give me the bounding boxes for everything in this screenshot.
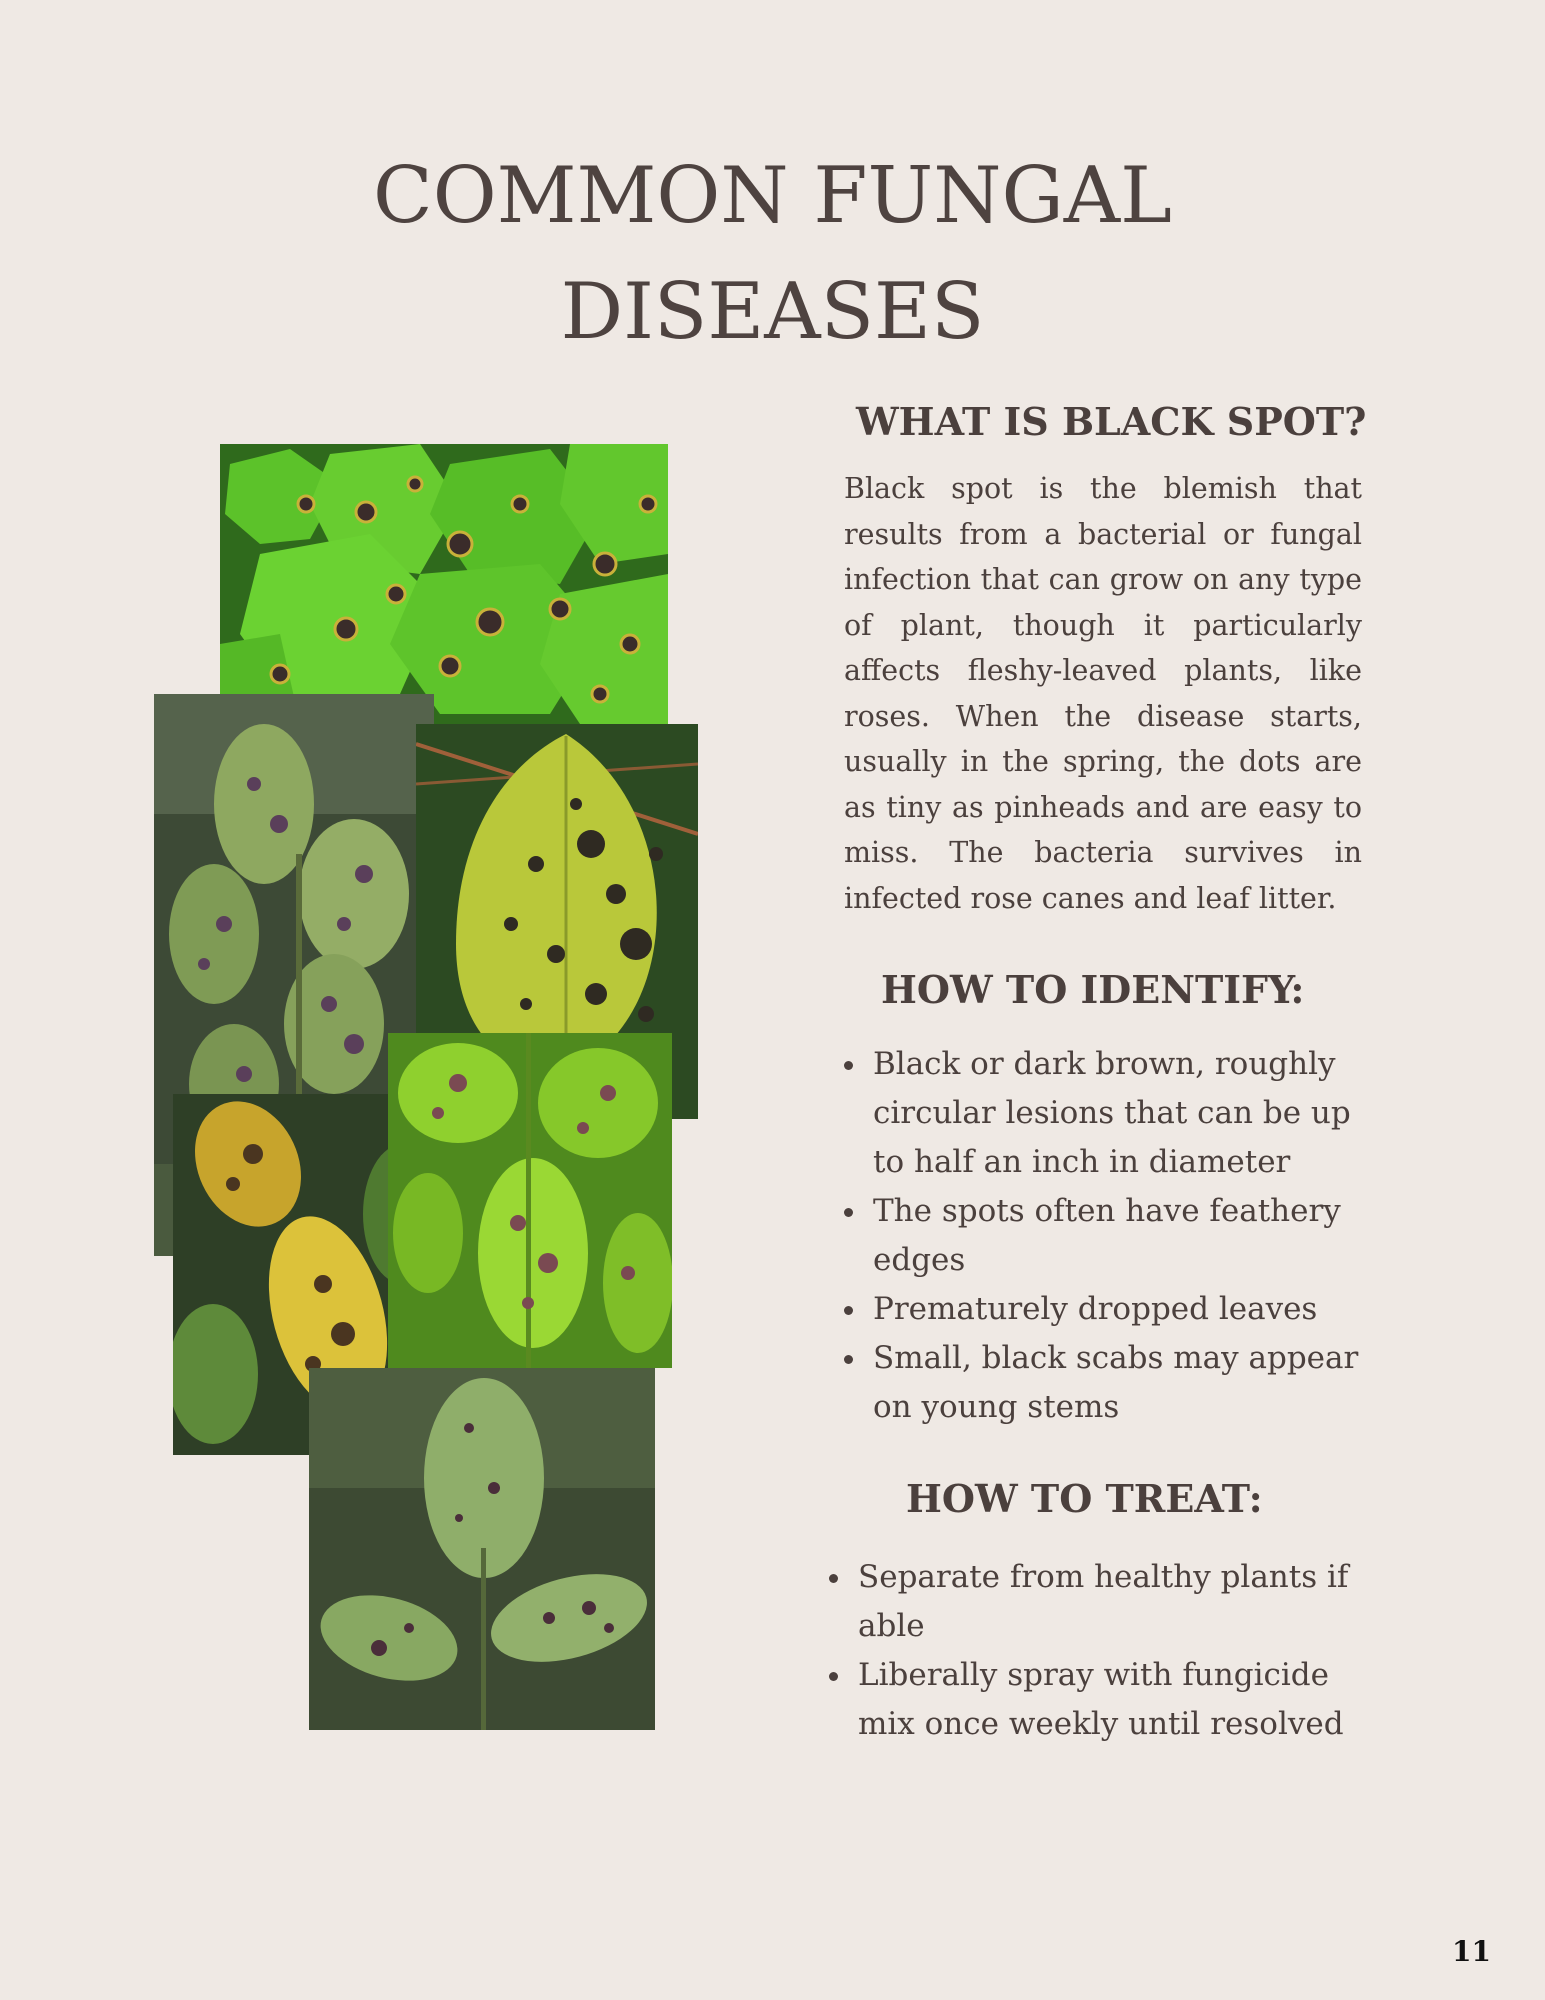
- identify-heading: HOW TO IDENTIFY:: [881, 967, 1305, 1012]
- page-title-line-1: COMMON FUNGAL: [373, 151, 1172, 241]
- treat-list: [829, 1553, 1349, 1749]
- green-leaves-brown-spot-photo: [388, 1033, 672, 1368]
- maple-leaf-tar-spot-photo: [220, 444, 668, 724]
- list-item: Small, black scabs may appear on young stems: [844, 1334, 1384, 1432]
- treat-heading: HOW TO TREAT:: [906, 1476, 1263, 1521]
- rose-leaflets-photo: [309, 1368, 655, 1730]
- black-spot-heading: WHAT IS BLACK SPOT?: [856, 399, 1367, 444]
- list-item: The spots often have feathery edges: [844, 1187, 1384, 1285]
- list-item: Separate from healthy plants if able: [829, 1553, 1349, 1651]
- page-title-line-2: DISEASES: [560, 267, 985, 357]
- list-item: Black or dark brown, roughly circular lesions that can be up to half an inch in diameter: [844, 1040, 1384, 1187]
- identify-list: [844, 1040, 1384, 1432]
- page-title: [0, 138, 1545, 370]
- black-spot-description: Black spot is the blemish that results from a bacterial or fungal infection that can grow on any type of plant, though it particularly affects fleshy-leaved plants, like roses. When the disease starts, usually in the spring, the dots are as tiny as pinheads and are easy to miss. The bacteria survives in infected rose canes and leaf litter.: [844, 472, 1362, 915]
- page-number: 11: [1452, 1935, 1491, 1968]
- list-item: Liberally spray with fungicide mix once weekly until resolved: [829, 1651, 1349, 1749]
- list-item: Prematurely dropped leaves: [844, 1285, 1384, 1334]
